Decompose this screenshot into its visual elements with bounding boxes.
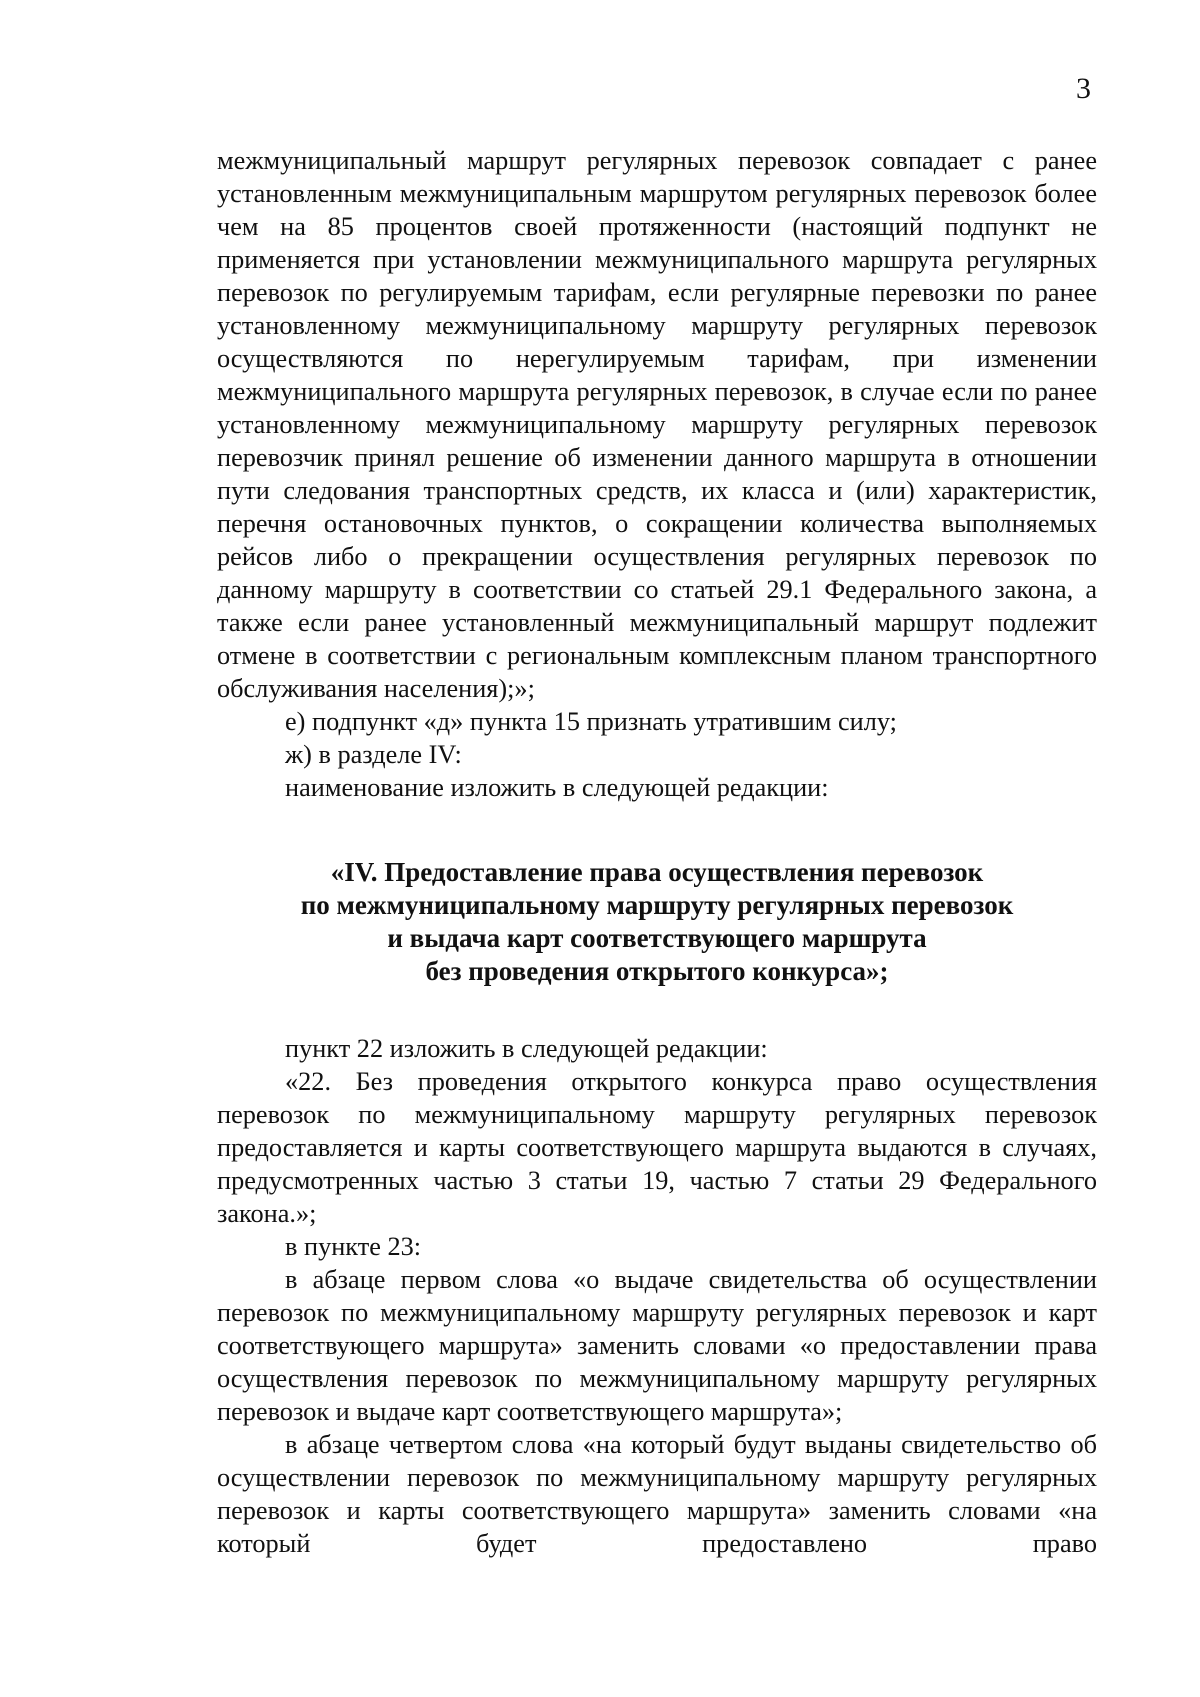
document-body: [217, 144, 1097, 1560]
item-e: е) подпункт «д» пункта 15 признать утратившим силу;: [285, 707, 897, 736]
paragraph-continuation: межмуниципальный маршрут регулярных перевозок совпадает с ранее установленным межмуниципальным маршрутом регулярных перевозок более чем на 85 процентов своей протяженности (настоящий подпункт не применяется при установлении межмуниципального маршрута регулярных перевозок по регулируемым тарифам, если регулярные перевозки по ранее установленному межмуниципальному маршруту регулярных перевозок осуществляются по нерегулируемым тарифам, при изменении межмуниципального маршрута регулярных перевозок, в случае если по ранее установленному межмуниципальному маршруту регулярных перевозок перевозчик принял решение об изменении данного маршрута в отношении пути следования транспортных средств, их класса и (или) характеристик, перечня остановочных пунктов, о сокращении количества выполняемых рейсов либо о прекращении осуществления регулярных перевозок по данному маршруту в соответствии со статьей 29.1 Федерального закона, а также если ранее установленный межмуниципальный маршрут подлежит отмене в соответствии с региональным комплексным планом транспортного обслуживания населения);»;: [217, 146, 1097, 703]
page-number: 3: [1076, 72, 1091, 105]
point22-intro: пункт 22 изложить в следующей редакции:: [285, 1034, 768, 1063]
point23-intro: в пункте 23:: [285, 1232, 422, 1261]
point23-paragraph-4: в абзаце четвертом слова «на который будут выданы свидетельство об осуществлении перевозок по межмуниципальному маршруту регулярных перевозок и карты соответствующего маршрута» заменить словами «на который будет предоставлено право: [217, 1430, 1097, 1558]
point22-text: «22. Без проведения открытого конкурса право осуществления перевозок по межмуниципальному маршруту регулярных перевозок предоставляется и карты соответствующего маршрута выдаются в случаях, предусмотренных частью 3 статьи 19, частью 7 статьи 29 Федерального закона.»;: [217, 1067, 1097, 1228]
section-heading: [217, 856, 1097, 988]
section-heading-line: без проведения открытого конкурса»;: [425, 956, 889, 986]
point23-paragraph-1: в абзаце первом слова «о выдаче свидетельства об осуществлении перевозок по межмуниципальному маршруту регулярных перевозок и карт соответствующего маршрута» заменить словами «о предоставлении права осуществления перевозок по межмуниципальному маршруту регулярных перевозок и выдаче карт соответствующего маршрута»;: [217, 1265, 1097, 1426]
section-heading-line: «IV. Предоставление права осуществления перевозок: [330, 857, 984, 887]
item-zh: ж) в разделе IV:: [285, 740, 462, 769]
section-heading-line: по межмуниципальному маршруту регулярных перевозок: [300, 890, 1014, 920]
section-heading-line: и выдача карт соответствующего маршрута: [387, 923, 927, 953]
heading-intro: наименование изложить в следующей редакции:: [285, 773, 829, 802]
